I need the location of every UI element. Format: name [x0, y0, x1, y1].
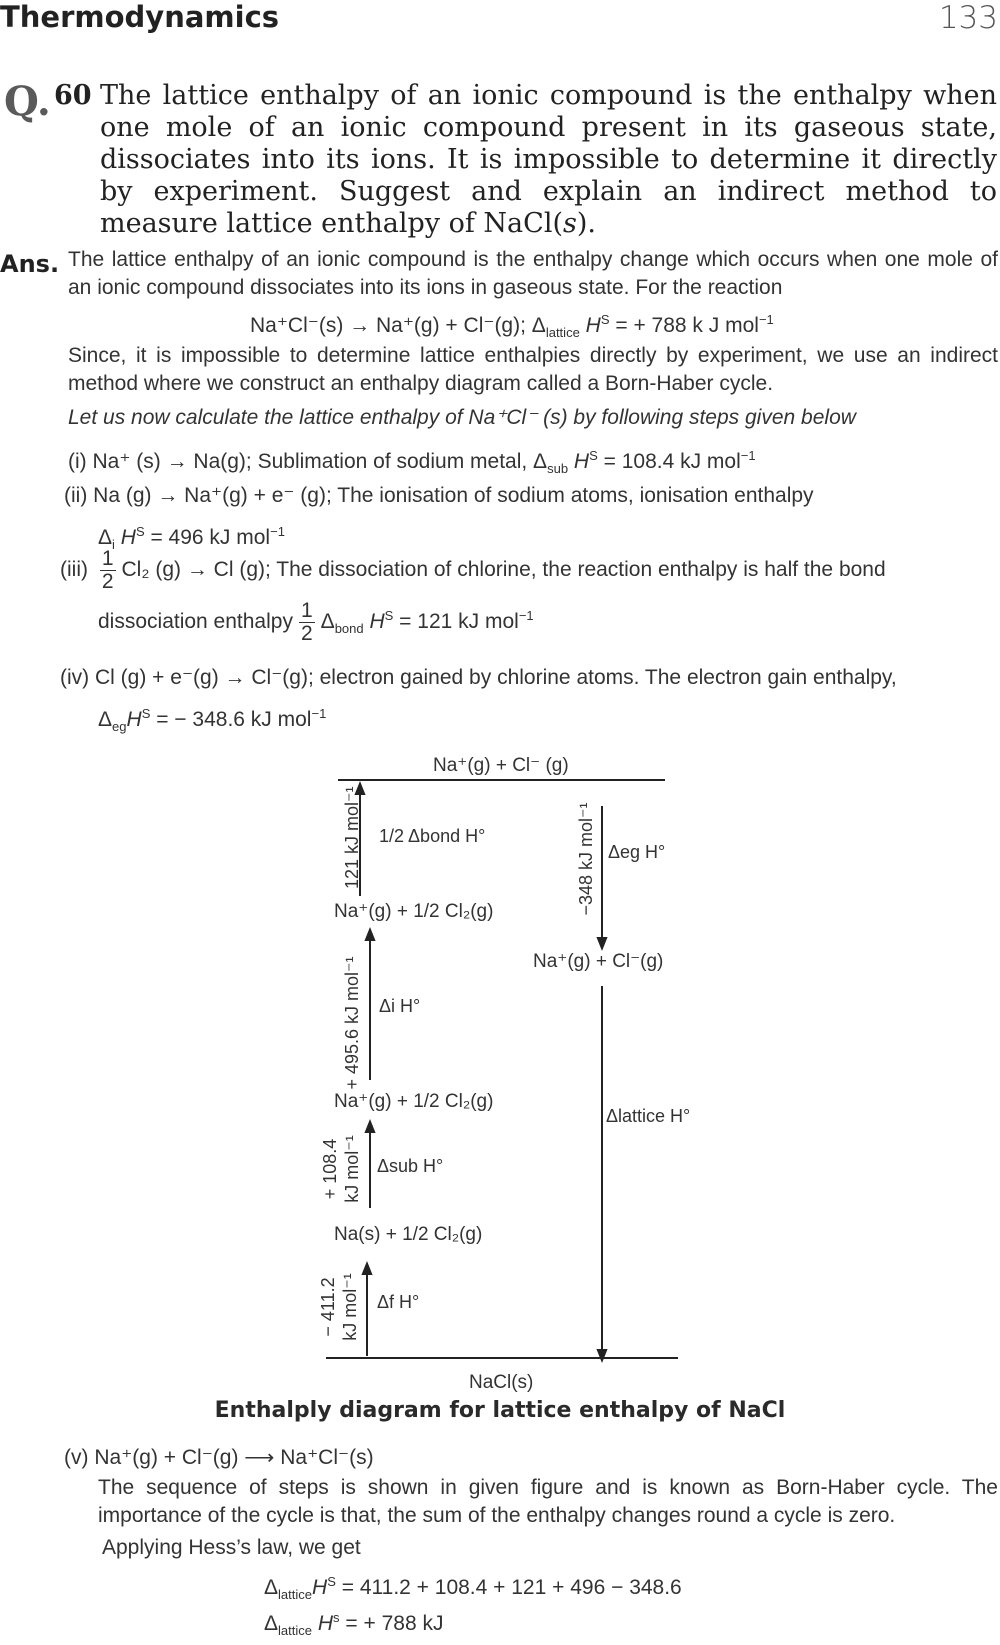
ionisation-label: Δi H° [379, 996, 421, 1016]
step-3-value: dissociation enthalpy $\frac{1}{2}$ $\Delta_{bond}$ $H^S = 121$ kJ mol$^{-1}$ [98, 599, 534, 645]
hess-law-intro: Applying Hess’s law, we get [102, 1536, 361, 1559]
bond-enthalpy-value: 121 kJ mol⁻¹ [342, 786, 362, 889]
electron-gain-value: −348 kJ mol⁻¹ [576, 802, 596, 916]
level-2-label: Na⁺(g) + 1/2 Cl₂(g) [334, 901, 494, 922]
step-4-value: $\Delta_{eg}H^S$ = − 348.6 kJ mol$^{-1}$ [98, 706, 327, 735]
fraction-half: $\frac{1}{2}$ [101, 547, 114, 593]
chapter-title: Thermodynamics [0, 0, 280, 34]
fraction-half-2: $\frac{1}{2}$ [300, 599, 313, 645]
sublimation-value-2: kJ mol⁻¹ [342, 1135, 362, 1203]
answer-label: Ans. [0, 250, 60, 278]
level-right-label: Na⁺(g) + Cl⁻(g) [533, 951, 664, 972]
electron-gain-label: Δeg H° [608, 842, 666, 862]
question-text: The lattice enthalpy of an ionic compound is the enthalpy when one mole of an ionic compound present in its gaseous state, dissociates into its ions. It is impossible to determine it directly by experiment. Suggest and explain an indirect method to measure lattice enthalpy of NaCl(s). [100, 80, 997, 239]
step-3: (iii) $\frac{1}{2}$ Cl₂ (g) → Cl (g); The dissociation of chlorine, the reaction enthalpy is half the bond [60, 547, 886, 593]
equation-lattice: Na⁺Cl⁻(s) → Na⁺(g) + Cl⁻(g); $\Delta_{lattice}$ $H^S$ = + 788 k J mol$^{-1}$ [250, 312, 774, 341]
level-top-label: Na⁺(g) + Cl⁻ (g) [433, 755, 569, 776]
sublimation-value-1: + 108.4 [320, 1138, 340, 1200]
paragraph-cycle: The sequence of steps is shown in given figure and is known as Born-Haber cycle. The importance of the cycle is that, the sum of the enthalpy changes round a cycle is zero. [98, 1476, 998, 1527]
level-3-label: Na⁺(g) + 1/2 Cl₂(g) [334, 1091, 494, 1112]
formation-value-1: − 411.2 [318, 1277, 338, 1337]
diagram-caption: Enthalply diagram for lattice enthalpy of NaCl [214, 1398, 786, 1423]
question-number: 60 [54, 80, 92, 111]
lattice-label: Δlattice H° [606, 1106, 691, 1126]
page-number: 133 [938, 0, 998, 36]
level-bottom-label: NaCl(s) [469, 1372, 534, 1393]
step-2-value: $\Delta_i$ $H^S = 496$ kJ mol$^{-1}$ [98, 524, 285, 553]
calculation-line-1: $\Delta_{lattice}H^S = 411.2 + 108.4 + 121 + 496 - 348.6$ [264, 1574, 682, 1603]
paragraph-born-haber: Since, it is impossible to determine lattice enthalpies directly by experiment, we use an indirect method where we construct an enthalpy diagram called a Born-Haber cycle. [68, 344, 998, 395]
italic-intro-line: Let us now calculate the lattice enthalpy of Na⁺Cl⁻ (s) by following steps given below [68, 406, 856, 429]
step-5: (v) Na⁺(g) + Cl⁻(g) ⟶ Na⁺Cl⁻(s) [64, 1446, 374, 1469]
ionisation-value: + 495.6 kJ mol⁻¹ [342, 956, 362, 1090]
level-4-label: Na(s) + 1/2 Cl₂(g) [334, 1224, 483, 1245]
answer-intro: The lattice enthalpy of an ionic compound is the enthalpy change which occurs when one mole of an ionic compound dissociates into its ions in gaseous state. For the reaction [68, 248, 998, 299]
step-2: (ii) Na (g) → Na⁺(g) + e⁻ (g); The ionisation of sodium atoms, ionisation enthalpy [64, 484, 814, 507]
step-4: (iv) Cl (g) + e⁻(g) → Cl⁻(g); electron gained by chlorine atoms. The electron gain enthalpy, [60, 666, 897, 689]
formation-value-2: kJ mol⁻¹ [340, 1273, 360, 1341]
sublimation-label: Δsub H° [377, 1156, 444, 1176]
bond-enthalpy-label: 1/2 Δbond H° [379, 826, 486, 846]
formation-label: Δf H° [377, 1292, 420, 1312]
calculation-line-2: $\Delta_{lattice}$ $H^s$ = + 788 kJ [264, 1610, 444, 1639]
question-mark: Q. [4, 78, 51, 125]
step-1: (i) Na⁺ (s) → Na(g); Sublimation of sodium metal, $\Delta_{sub}$ $H^S = 108.4$ kJ mol$^{-1}$ [68, 448, 756, 477]
